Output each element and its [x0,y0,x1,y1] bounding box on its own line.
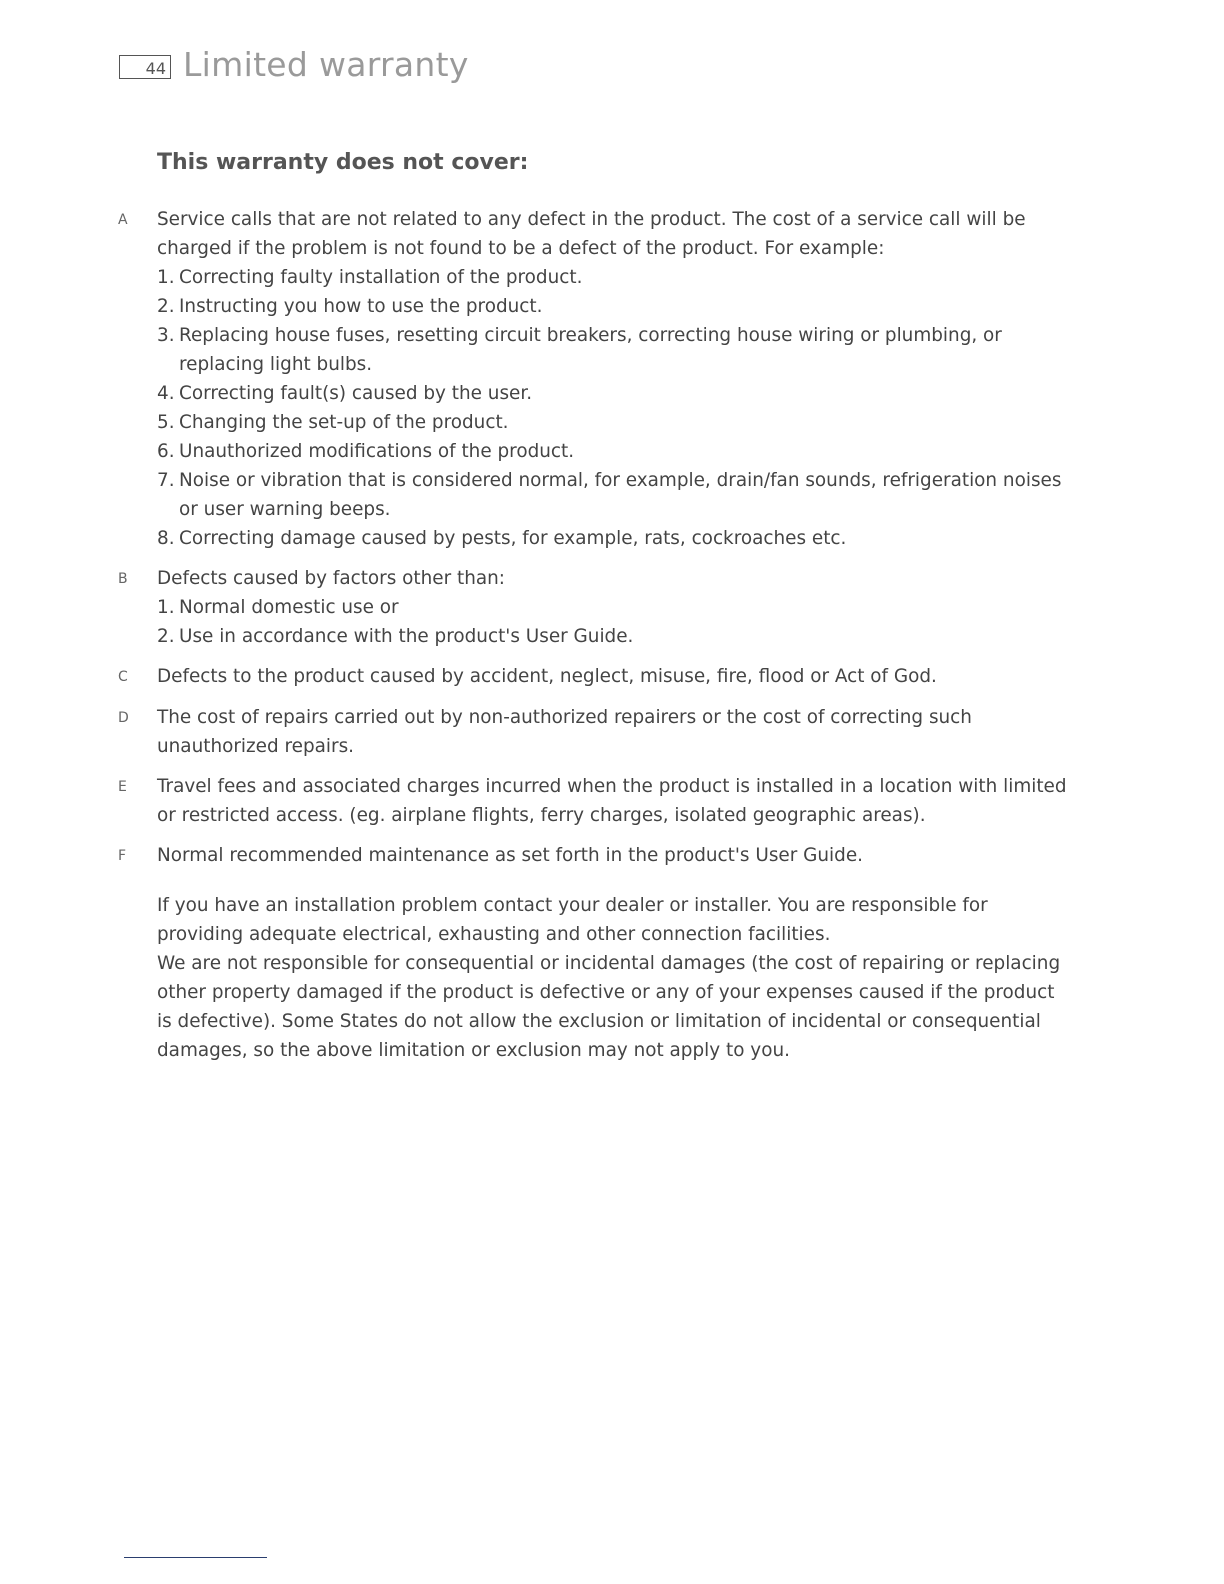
list-item [157,466,1068,524]
section-text: Travel fees and associated charges incurred when the product is installed in a location with limited or restricted access. (eg. airplane flights, ferry charges, isolated geographic areas). [157,776,1067,826]
list-item-number: 8. [157,528,175,549]
list-item [157,408,1068,437]
section-letter: D [118,710,129,726]
list-item-number: 5. [157,412,175,433]
list-item-text: Normal domestic use or [179,597,399,618]
section-body [157,564,1068,651]
exclusion-section [118,772,1068,830]
section-body [157,772,1068,830]
exclusion-section [118,564,1068,651]
list-item [157,593,1068,622]
section-body [157,703,1068,761]
exclusion-section [118,703,1068,761]
section-letter: A [118,212,128,228]
section-letter: E [118,779,127,795]
section-body [157,205,1068,553]
section-text: Normal recommended maintenance as set forth in the product's User Guide. [157,845,863,866]
list-item-number: 7. [157,470,175,491]
list-item-text: Correcting fault(s) caused by the user. [179,383,533,404]
closing-paragraph-liability: We are not responsible for consequential or incidental damages (the cost of repairing or replacing other property damaged if the product is defective or any of your expenses caused if the product is defective). Some States do not allow the exclusion or limitation of incidental or consequential damages, so the above limitation or exclusion may not apply to you. [157,953,1061,1061]
closing-notes [157,891,1068,1065]
list-item-number: 2. [157,296,175,317]
list-item [157,321,1068,379]
list-item-text: Instructing you how to use the product. [179,296,543,317]
list-item [157,263,1068,292]
page-title: Limited warranty [183,44,469,84]
list-item-number: 1. [157,267,175,288]
section-body [157,662,1068,692]
section-body [157,841,1068,871]
list-item [157,622,1068,651]
list-item-text: Correcting faulty installation of the product. [179,267,583,288]
list-item-number: 2. [157,626,175,647]
page-number: 44 [119,55,171,79]
section-letter: F [118,848,127,864]
list-item-text: Use in accordance with the product's User Guide. [179,626,634,647]
exclusion-section [118,205,1068,553]
section-letter: C [118,669,128,685]
list-item [157,437,1068,466]
list-item-number: 6. [157,441,175,462]
list-item-text: Correcting damage caused by pests, for example, rats, cockroaches etc. [179,528,847,549]
footer-rule [124,1557,267,1558]
exclusion-section [118,662,1068,692]
section-text: Defects to the product caused by accident, neglect, misuse, fire, flood or Act of God. [157,666,937,687]
closing-paragraph-installation: If you have an installation problem contact your dealer or installer. You are responsible for providing adequate electrical, exhausting and other connection facilities. [157,895,988,945]
list-item [157,379,1068,408]
list-item-text: Unauthorized modifications of the product. [179,441,575,462]
list-item [157,524,1068,553]
list-item-text: Noise or vibration that is considered normal, for example, drain/fan sounds, refrigeration noises or user warning beeps. [179,470,1062,520]
list-item-number: 1. [157,597,175,618]
list-item-text: Changing the set-up of the product. [179,412,509,433]
section-letter: B [118,571,128,587]
warranty-exclusions [118,205,1068,1065]
section-heading: This warranty does not cover: [157,150,529,175]
list-item [157,292,1068,321]
exclusion-section [118,841,1068,871]
list-item-number: 3. [157,325,175,346]
section-text: Defects caused by factors other than: [157,568,506,589]
list-item-number: 4. [157,383,175,404]
page-header [119,44,469,84]
section-text: The cost of repairs carried out by non-authorized repairers or the cost of correcting such unauthorized repairs. [157,707,972,757]
section-text: Service calls that are not related to any defect in the product. The cost of a service call will be charged if the problem is not found to be a defect of the product. For example: [157,209,1026,259]
exclusion-list [118,205,1068,871]
list-item-text: Replacing house fuses, resetting circuit breakers, correcting house wiring or plumbing, or replacing light bulbs. [179,325,1002,375]
